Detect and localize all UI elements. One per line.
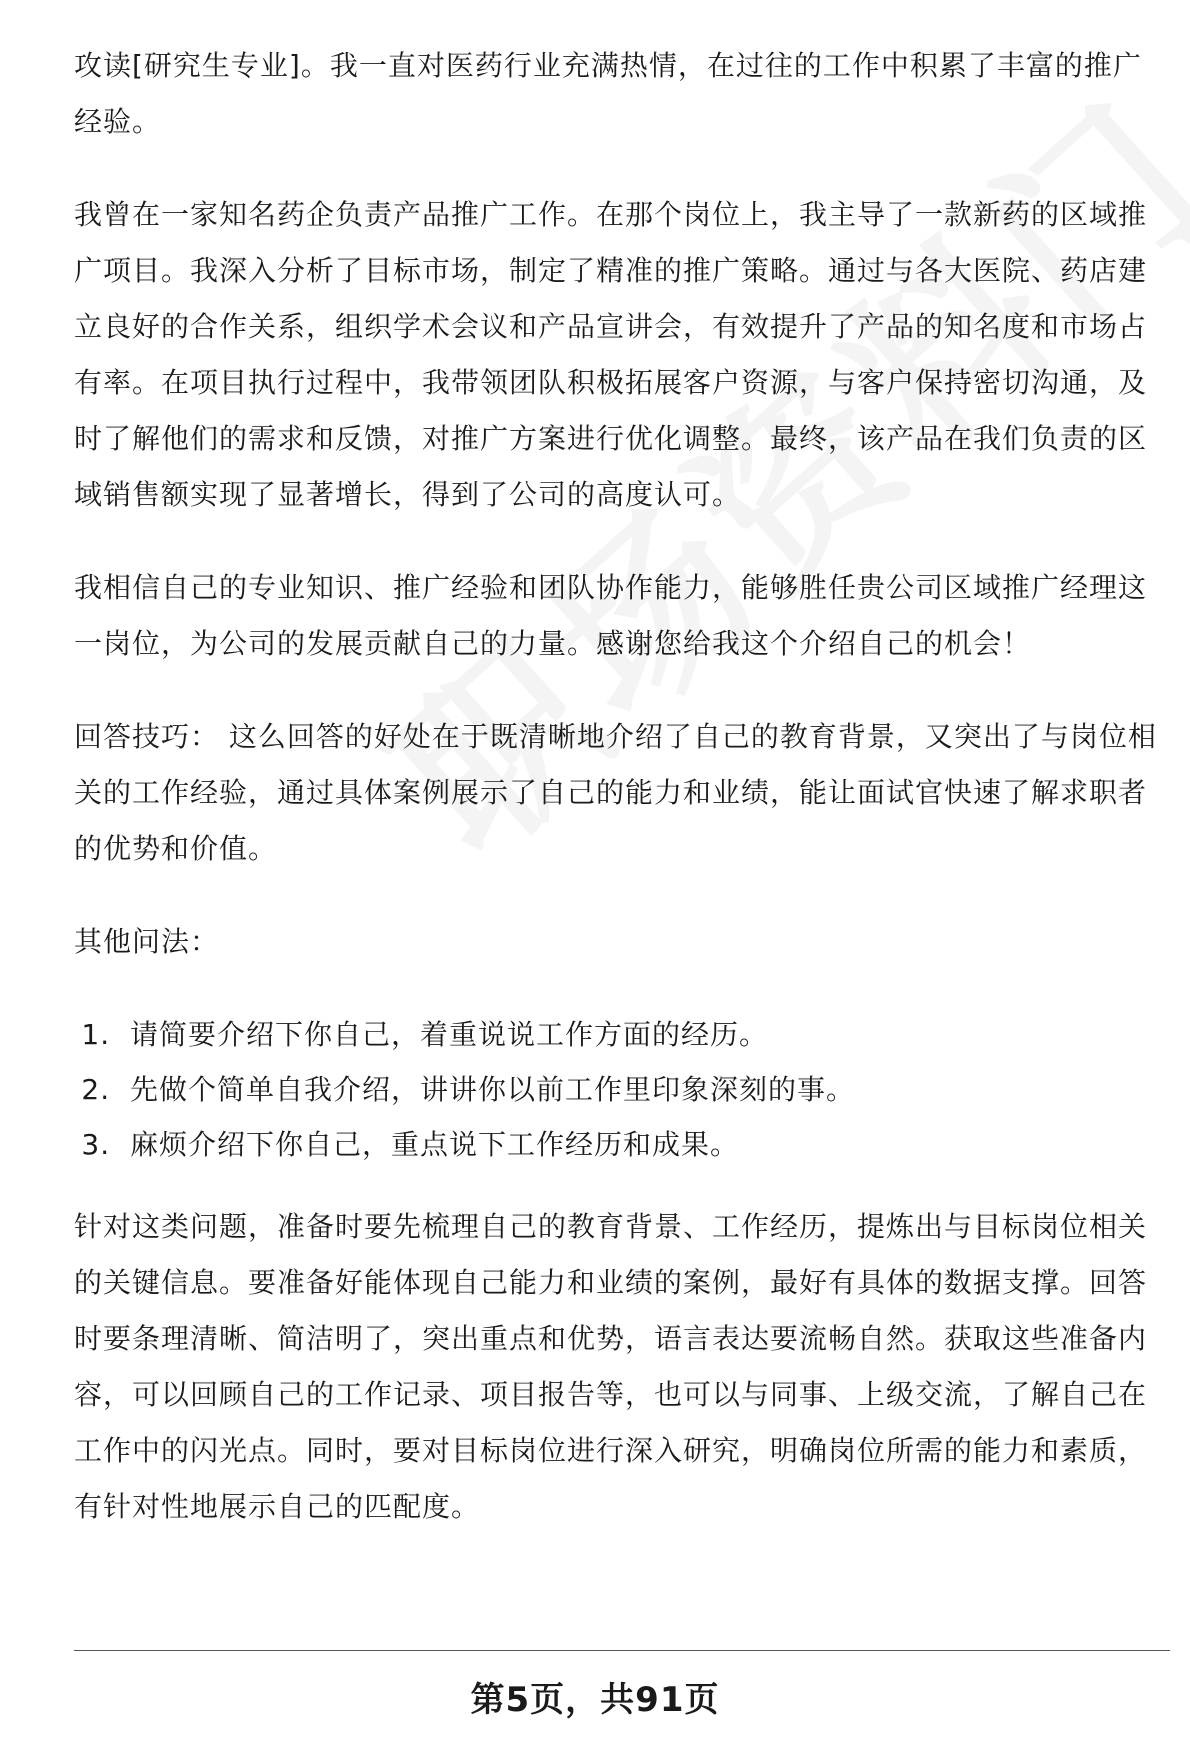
other-questions-heading: 其他问法： — [74, 925, 220, 958]
other-questions-list — [74, 1007, 1170, 1172]
list-item: 1. 请简要介绍下你自己，着重说说工作方面的经历。 — [120, 1007, 1170, 1062]
paragraph-preparation-advice: 针对这类问题，准备时要先梳理自己的教育背景、工作经历，提炼出与目标岗位相关的关键信息。要准备好能体现自己能力和业绩的案例，最好有具体的数据支撑。回答时要条理清晰、简洁明了，突出重点和优势，语言表达要流畅自然。获取这些准备内容，可以回顾自己的工作记录、项目报告等，也可以与同事、上级交流，了解自己在工作中的闪光点。同时，要对目标岗位进行深入研究，明确岗位所需的能力和素质，有针对性地展示自己的匹配度。 — [74, 1210, 1148, 1523]
document-body — [74, 38, 1170, 1535]
paragraph-answer-tips: 回答技巧： 这么回答的好处在于既清晰地介绍了自己的教育背景，又突出了与岗位相关的工作经验，通过具体案例展示了自己的能力和业绩，能让面试官快速了解求职者的优势和价值。 — [74, 720, 1157, 865]
footer-divider — [74, 1650, 1170, 1651]
list-item: 3. 麻烦介绍下你自己，重点说下工作经历和成果。 — [120, 1117, 1170, 1172]
paragraph-closing: 我相信自己的专业知识、推广经验和团队协作能力，能够胜任贵公司区域推广经理这一岗位，为公司的发展贡献自己的力量。感谢您给我这个介绍自己的机会！ — [74, 571, 1148, 660]
list-item: 2. 先做个简单自我介绍，讲讲你以前工作里印象深刻的事。 — [120, 1062, 1170, 1117]
paragraph-experience: 我曾在一家知名药企负责产品推广工作。在那个岗位上，我主导了一款新药的区域推广项目。我深入分析了目标市场，制定了精准的推广策略。通过与各大医院、药店建立良好的合作关系，组织学术会议和产品宣讲会，有效提升了产品的知名度和市场占有率。在项目执行过程中，我带领团队积极拓展客户资源，与客户保持密切沟通，及时了解他们的需求和反馈，对推广方案进行优化调整。最终，该产品在我们负责的区域销售额实现了显著增长，得到了公司的高度认可。 — [74, 198, 1148, 511]
page-number: 第5页，共91页 — [470, 1680, 720, 1720]
paragraph-education: 攻读[研究生专业]。我一直对医药行业充满热情，在过往的工作中积累了丰富的推广经验。 — [74, 49, 1142, 138]
